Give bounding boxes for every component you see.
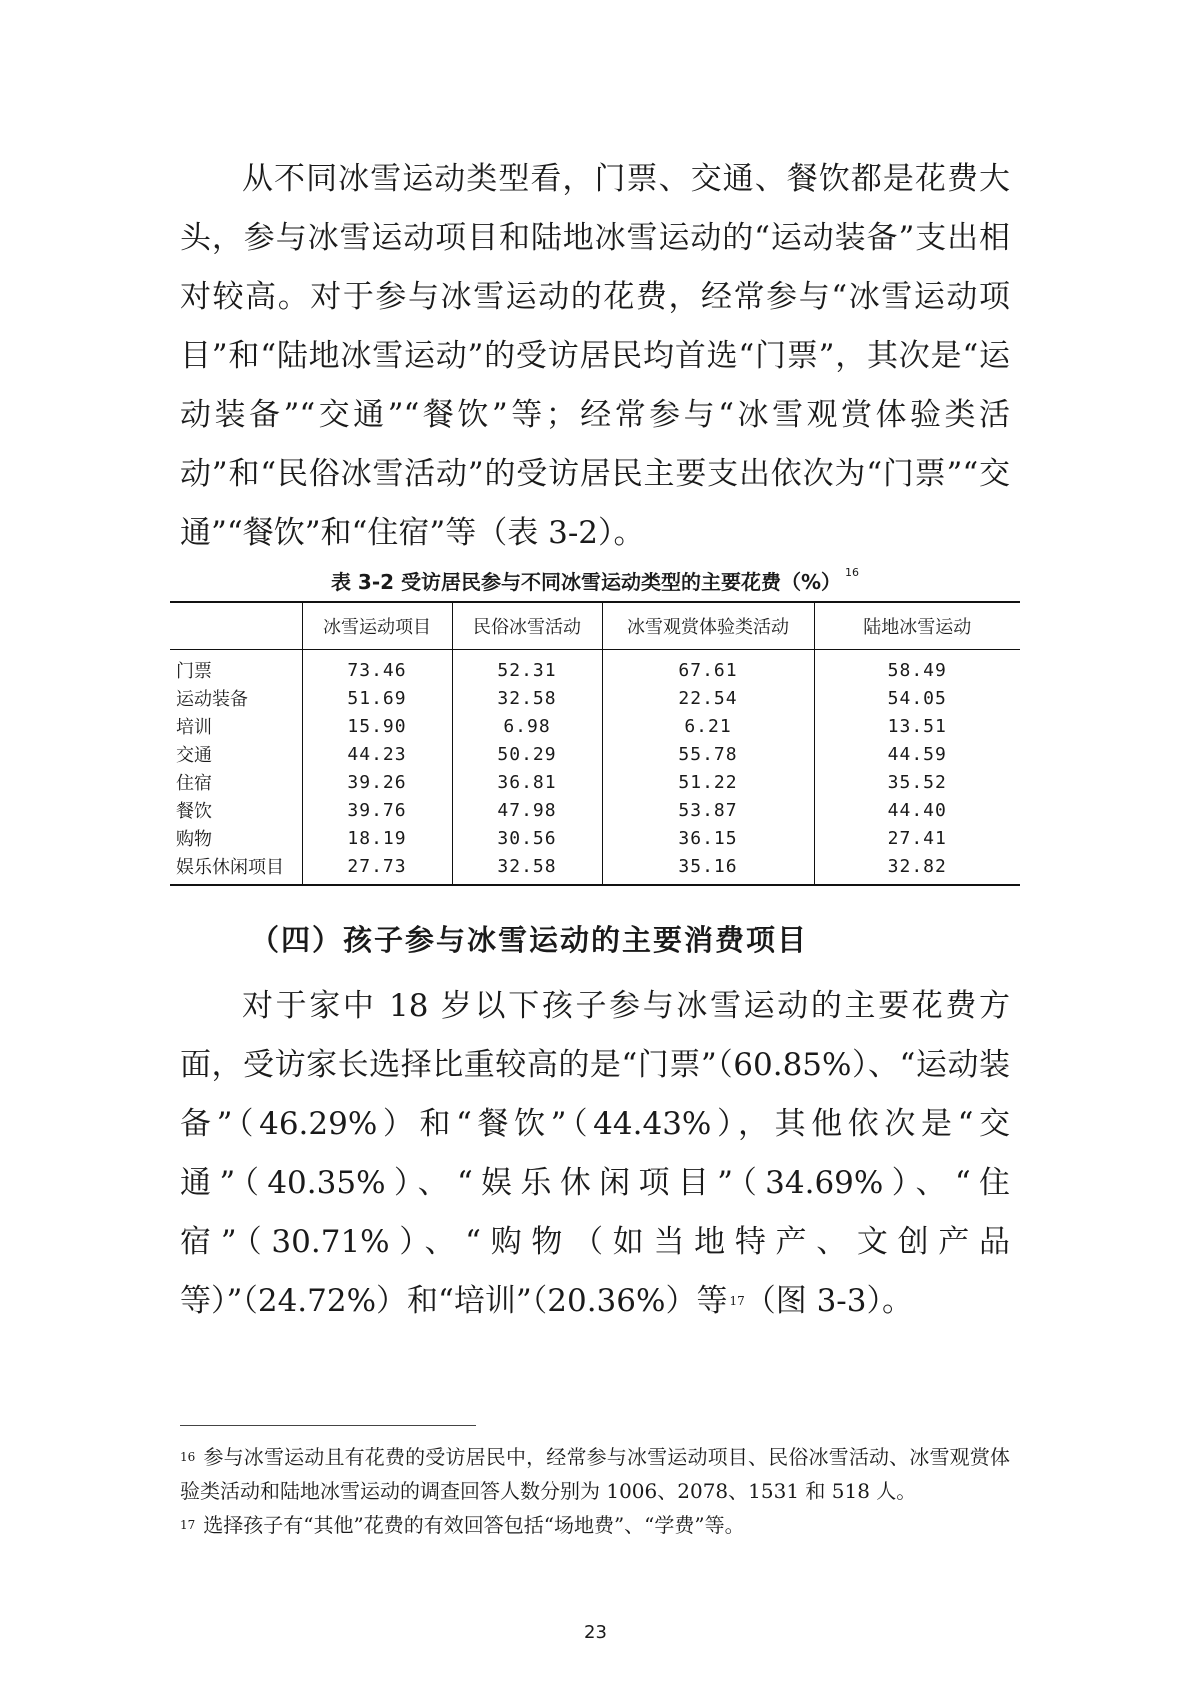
table-cell: 73.46 bbox=[302, 650, 452, 685]
table-cell: 44.23 bbox=[302, 740, 452, 768]
table-cell: 36.81 bbox=[452, 768, 602, 796]
row-label: 交通 bbox=[176, 745, 212, 766]
page-number: 23 bbox=[584, 1622, 607, 1643]
footnote-mark: 17 bbox=[180, 1518, 196, 1532]
row-label: 餐饮 bbox=[176, 801, 212, 822]
table-cell: 36.15 bbox=[602, 824, 814, 852]
row-label: 门票 bbox=[176, 661, 212, 682]
body-paragraph-2 bbox=[180, 977, 1010, 1331]
table-cell: 44.59 bbox=[814, 740, 1020, 768]
table-cell: 32.82 bbox=[814, 852, 1020, 885]
row-label: 培训 bbox=[176, 717, 212, 738]
table-cell: 52.31 bbox=[452, 650, 602, 685]
paragraph-2-tail: （图 3-3）。 bbox=[744, 1283, 914, 1319]
table-row bbox=[170, 740, 1020, 768]
table-cell: 58.49 bbox=[814, 650, 1020, 685]
table-cell: 54.05 bbox=[814, 684, 1020, 712]
table-cell: 30.56 bbox=[452, 824, 602, 852]
header-land-sports: 陆地冰雪运动 bbox=[814, 602, 1020, 650]
table-cell: 44.40 bbox=[814, 796, 1020, 824]
table-cell: 39.76 bbox=[302, 796, 452, 824]
spending-table bbox=[170, 601, 1020, 886]
table-cell: 39.26 bbox=[302, 768, 452, 796]
footnotes bbox=[180, 1440, 1010, 1542]
footnote-ref-17[interactable]: 17 bbox=[729, 1294, 745, 1308]
table-row bbox=[170, 768, 1020, 796]
table-cell: 32.58 bbox=[452, 852, 602, 885]
header-folk-activities: 民俗冰雪活动 bbox=[452, 602, 602, 650]
body-paragraph-1: 从不同冰雪运动类型看，门票、交通、餐饮都是花费大头，参与冰雪运动项目和陆地冰雪运动的“运动装备”支出相对较高。对于参与冰雪运动的花费，经常参与“冰雪运动项目”和“陆地冰雪运动”的受访居民均首选“门票”，其次是“运动装备”“交通”“餐饮”等；经常参与“冰雪观赏体验类活动”和“民俗冰雪活动”的受访居民主要支出依次为“门票”“交通”“餐饮”和“住宿”等（表 3-2）。 bbox=[180, 161, 1010, 551]
table-cell: 50.29 bbox=[452, 740, 602, 768]
table-header-row bbox=[170, 602, 1020, 650]
footnote-ref-16[interactable]: 16 bbox=[845, 566, 860, 579]
header-ice-snow-sports: 冰雪运动项目 bbox=[302, 602, 452, 650]
table-cell: 15.90 bbox=[302, 712, 452, 740]
table-cell: 27.41 bbox=[814, 824, 1020, 852]
table-cell: 27.73 bbox=[302, 852, 452, 885]
row-label: 购物 bbox=[176, 829, 212, 850]
row-label: 住宿 bbox=[176, 773, 212, 794]
footnote-16 bbox=[180, 1440, 1010, 1508]
table-caption bbox=[170, 566, 1020, 595]
footnote-17 bbox=[180, 1508, 1010, 1542]
table-row bbox=[170, 684, 1020, 712]
row-label: 娱乐休闲项目 bbox=[170, 852, 302, 885]
table-cell: 55.78 bbox=[602, 740, 814, 768]
footnote-mark: 16 bbox=[180, 1450, 196, 1464]
section-heading: （四）孩子参与冰雪运动的主要消费项目 bbox=[250, 923, 809, 957]
table-cell: 51.69 bbox=[302, 684, 452, 712]
table-cell: 67.61 bbox=[602, 650, 814, 685]
header-viewing-experience: 冰雪观赏体验类活动 bbox=[602, 602, 814, 650]
table-cell: 32.58 bbox=[452, 684, 602, 712]
table-cell: 6.98 bbox=[452, 712, 602, 740]
table-cell: 13.51 bbox=[814, 712, 1020, 740]
table-row bbox=[170, 824, 1020, 852]
table-cell: 53.87 bbox=[602, 796, 814, 824]
table-caption-text: 表 3-2 受访居民参与不同冰雪运动类型的主要花费（%） bbox=[330, 570, 842, 594]
footnote-text: 参与冰雪运动且有花费的受访居民中，经常参与冰雪运动项目、民俗冰雪活动、冰雪观赏体验类活动和陆地冰雪运动的调查回答人数分别为 1006、2078、1531 和 518 人。 bbox=[180, 1445, 1010, 1503]
table-cell: 47.98 bbox=[452, 796, 602, 824]
footnote-text: 选择孩子有“其他”花费的有效回答包括“场地费”、“学费”等。 bbox=[203, 1513, 745, 1537]
table-row bbox=[170, 650, 1020, 685]
header-blank bbox=[170, 602, 302, 650]
table-cell: 18.19 bbox=[302, 824, 452, 852]
table-cell: 35.52 bbox=[814, 768, 1020, 796]
table-row bbox=[170, 852, 1020, 885]
paragraph-2-text: 对于家中 18 岁以下孩子参与冰雪运动的主要花费方面，受访家长选择比重较高的是“门票”（60.85%）、“运动装备”（46.29%）和“餐饮”（44.43%），其他依次是“交通”（40.35%）、“娱乐休闲项目”（34.69%）、“住宿”（30.71%）、“购物（如当地特产、文创产品等）”（24.72%）和“培训”（20.36%）等 bbox=[180, 988, 1010, 1319]
table-cell: 22.54 bbox=[602, 684, 814, 712]
footnote-divider bbox=[180, 1425, 476, 1426]
table-cell: 6.21 bbox=[602, 712, 814, 740]
table-cell: 35.16 bbox=[602, 852, 814, 885]
table-row bbox=[170, 796, 1020, 824]
table-cell: 51.22 bbox=[602, 768, 814, 796]
row-label: 运动装备 bbox=[176, 689, 248, 710]
table-row bbox=[170, 712, 1020, 740]
table-body bbox=[170, 650, 1020, 886]
